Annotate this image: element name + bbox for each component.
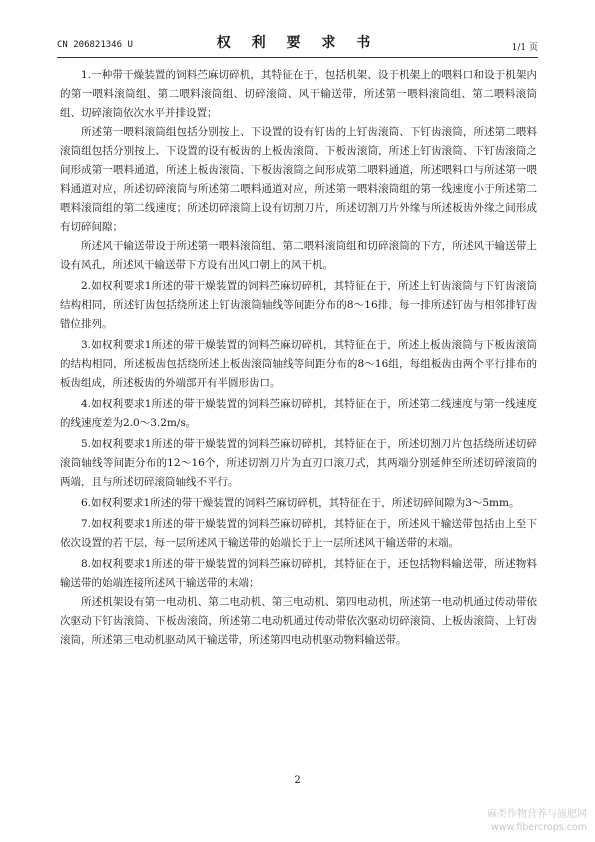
- page-number: 2: [294, 775, 301, 786]
- claim-1-conveyor-paragraph: 所述风干输送带设于所述第一喂料滚筒组、第二喂料滚筒组和切碎滚筒的下方，所述风干输送带上设有风孔，所述风干输送带下方设有出风口朝上的风干机。: [60, 240, 537, 271]
- claim-6-paragraph: 6.如权利要求1所述的带干燥装置的饲料苎麻切碎机，其特征在于，所述切碎间隙为3～5mm。: [81, 497, 520, 509]
- claim-1-paragraph: 1.一种带干燥装置的饲料苎麻切碎机，其特征在于，包括机架、设于机架上的喂料口和设于机架内的第一喂料滚筒组、第二喂料滚筒组、切碎滚筒、风干输送带，所述第一喂料滚筒组、第二喂料滚筒组、切碎滚筒依次水平并排设置；: [60, 69, 537, 119]
- watermark-url: www.fibercrops.com: [490, 822, 587, 833]
- publication-number: CN 206821346 U: [57, 40, 133, 50]
- claim-8-motors-paragraph: 所述机架设有第一电动机、第二电动机、第三电动机、第四电动机，所述第一电动机通过传动带依次驱动下钉齿滚筒、下板齿滚筒，所述第二电动机通过传动带依次驱动切碎滚筒、上板齿滚筒、上钉齿滚筒，所述第三电动机驱动风干输送带，所述第四电动机驱动物料输送带。: [60, 596, 537, 646]
- claim-5-paragraph: 5.如权利要求1所述的带干燥装置的饲料苎麻切碎机，其特征在于，所述切割刀片包括绕所述切碎滚筒轴线等间距分布的12～16个，所述切割刀片为直刃口滚刀式，其两端分别延伸至所述切碎滚筒的两端，且与所述切碎滚筒轴线不平行。: [60, 438, 537, 488]
- page-indicator: 1/1 页: [511, 43, 538, 53]
- watermark-site-name: 麻类作物营养与施肥网: [487, 809, 587, 820]
- claim-2-paragraph: 2.如权利要求1所述的带干燥装置的饲料苎麻切碎机，其特征在于，所述上钉齿滚筒与下钉齿滚筒结构相同，所述钉齿包括绕所述上钉齿滚筒轴线等间距分布的8～16排，每一排所述钉齿与相邻排钉齿错位排列。: [60, 280, 537, 330]
- claim-7-paragraph: 7.如权利要求1所述的带干燥装置的饲料苎麻切碎机，其特征在于，所述风干输送带包括由上至下依次设置的若干层，每一层所述风干输送带的始端长于上一层所述风干输送带的末端。: [60, 518, 537, 549]
- claim-4-paragraph: 4.如权利要求1所述的带干燥装置的饲料苎麻切碎机，其特征在于，所述第二线速度与第一线速度的线速度差为2.0～3.2m/s。: [60, 398, 537, 429]
- page-header: [57, 30, 538, 54]
- claims-body: [60, 66, 537, 650]
- header-divider: [57, 57, 538, 58]
- site-watermark: [487, 808, 587, 834]
- claim-1-feed-rollers-paragraph: 所述第一喂料滚筒组包括分别按上、下设置的设有钉齿的上钉齿滚筒、下钉齿滚筒，所述第二喂料滚筒组包括分别按上、下设置的设有板齿的上板齿滚筒、下板齿滚筒，所述上钉齿滚筒、下钉齿滚筒之间形成第一喂料通道，所述上板齿滚筒、下板齿滚筒之间形成第二喂料通道，所述喂料口与所述第一喂料通道对应，所述切碎滚筒与所述第二喂料通道对应，所述第一喂料滚筒组的第一线速度小于所述第二喂料滚筒组的第二线速度；所述切碎滚筒上设有切割刀片，所述切割刀片外缘与所述板齿外缘之间形成有切碎间隙；: [60, 126, 537, 233]
- document-title: 权 利 要 求 书: [216, 35, 379, 51]
- claim-3-paragraph: 3.如权利要求1所述的带干燥装置的饲料苎麻切碎机，其特征在于，所述上板齿滚筒与下板齿滚筒的结构相同，所述板齿包括绕所述上板齿滚筒轴线等间距分布的8～16组，每组板齿由两个平行排布的板齿组成，所述板齿的外端部开有半圆形齿口。: [60, 339, 537, 389]
- claim-8-paragraph: 8.如权利要求1所述的带干燥装置的饲料苎麻切碎机，其特征在于，还包括物料输送带，所述物料输送带的始端连接所述风干输送带的末端；: [60, 558, 537, 589]
